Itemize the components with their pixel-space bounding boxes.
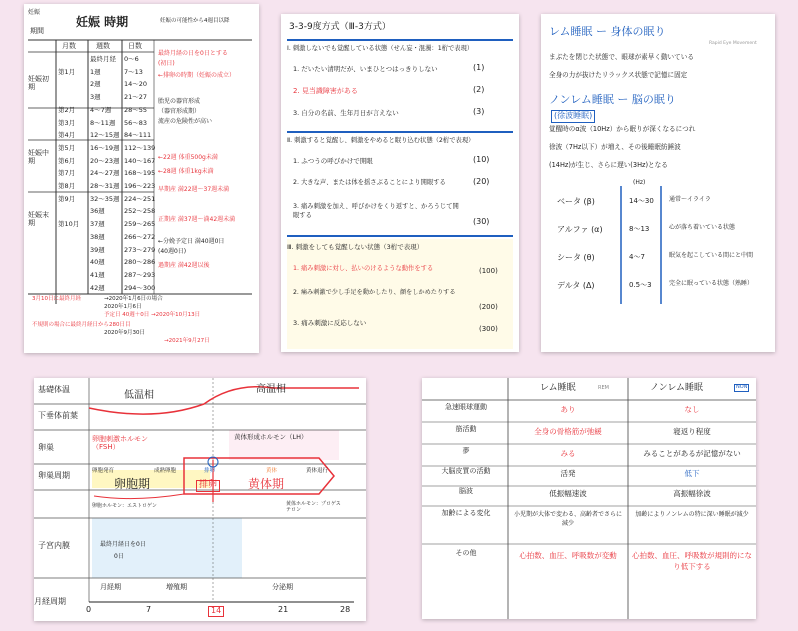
row-week: 28〜31週 bbox=[90, 182, 120, 190]
card-sleep-waves bbox=[541, 14, 775, 352]
wave-table-lines bbox=[541, 14, 775, 352]
jcs-section-1-heading: Ⅰ. 刺激しないでも覚醒している状態（せん妄・混濁：1桁で表現） bbox=[287, 45, 474, 52]
pregnancy-row bbox=[58, 219, 154, 232]
row-week: 24〜27週 bbox=[90, 169, 120, 178]
compare-row-nrem: 心拍数、血圧、呼吸数が規則的になり低下する bbox=[632, 551, 752, 572]
wave-state: 心が落ち着いている状態 bbox=[669, 224, 736, 231]
row-month: 第3月 bbox=[58, 118, 76, 127]
compare-row-label: 筋活動 bbox=[455, 425, 477, 433]
compare-col-nrem-badge: NON bbox=[736, 384, 748, 390]
wave-state: 通常〜イライラ bbox=[669, 196, 711, 203]
period-header: 期間 bbox=[30, 27, 44, 35]
row-month: 第6月 bbox=[58, 156, 76, 165]
compare-row-rem: 活発 bbox=[560, 469, 576, 478]
jcs-3-1-score: (100) bbox=[479, 267, 498, 275]
row-week: 40週 bbox=[90, 258, 105, 267]
label-ovarian-cycle: 卵巣周期 bbox=[38, 471, 70, 480]
row-days: 84〜111 bbox=[124, 131, 152, 140]
row-week: 32〜35週 bbox=[90, 194, 120, 203]
compare-row-rem: 全身の骨格筋が弛緩 bbox=[534, 427, 602, 436]
pregnancy-note: ←分娩予定日 満40週0日 bbox=[158, 238, 225, 245]
pregnancy-row bbox=[58, 257, 154, 270]
wave-hz: 8〜13 bbox=[629, 225, 650, 233]
label-endometrium: 子宮内膜 bbox=[38, 541, 70, 550]
tick-14: 14 bbox=[208, 606, 224, 617]
pregnancy-row bbox=[58, 181, 154, 194]
jcs-3-3: 3. 痛み刺激に反応しない bbox=[293, 319, 367, 327]
jcs-2-2-score: (20) bbox=[473, 177, 490, 186]
pregnancy-row bbox=[58, 194, 154, 207]
col-days: 日数 bbox=[128, 42, 142, 50]
row-month: 第8月 bbox=[58, 182, 76, 190]
footer-line-4: 予定日 40週＋0日 →2020年10月13日 bbox=[104, 312, 201, 318]
row-week: 41週 bbox=[90, 270, 105, 279]
compare-row-label: 夢 bbox=[462, 447, 470, 455]
row-week: 20〜23週 bbox=[90, 156, 120, 165]
compare-row-nrem: 加齢によりノンレムの特に深い睡眠が減少 bbox=[635, 511, 749, 518]
compare-row-label: 加齢による変化 bbox=[441, 509, 491, 517]
compare-row-nrem: みることがあるが記憶がない bbox=[643, 449, 741, 458]
tick-28: 28 bbox=[340, 605, 351, 614]
row-week: 12〜15週 bbox=[90, 131, 120, 140]
jcs-2-2: 2. 大きな声、または体を揺さぶることにより開眼する bbox=[293, 179, 446, 186]
ovulation-label: 排卵 bbox=[196, 480, 220, 492]
jcs-2-1: 1. ふつうの呼びかけで開眼 bbox=[293, 157, 373, 165]
ovary-note-3: 排卵 bbox=[204, 468, 216, 474]
compare-col-rem-badge: REM bbox=[598, 385, 609, 391]
row-month: 第4月 bbox=[58, 131, 76, 140]
pregnancy-row bbox=[58, 105, 154, 118]
compare-row-label: 大脳皮質の活動 bbox=[441, 467, 491, 475]
jcs-3-3-score: (300) bbox=[479, 325, 498, 333]
pregnancy-row bbox=[58, 67, 154, 80]
jcs-section-3-heading: Ⅲ. 刺激をしても覚醒しない状態（3桁で表現） bbox=[287, 243, 424, 251]
compare-rows bbox=[422, 378, 756, 619]
label-pituitary: 下垂体前葉 bbox=[38, 411, 78, 420]
jcs-section-2-heading: Ⅱ. 刺激すると覚醒し、刺激をやめると眠り込む状態（2桁で表現） bbox=[287, 137, 475, 144]
pregnancy-row bbox=[58, 245, 154, 258]
compare-row-rem: 低振幅速波 bbox=[549, 489, 587, 498]
pregnancy-note: (初日) bbox=[158, 60, 175, 67]
card-menstrual-cycle bbox=[34, 378, 366, 621]
jcs-title: 3-3-9度方式（Ⅲ-3方式） bbox=[289, 22, 391, 32]
ovary-note-2: 成熟卵胞 bbox=[154, 468, 177, 474]
col-weeks: 週数 bbox=[96, 42, 110, 50]
row-month: 第10月 bbox=[58, 220, 80, 229]
footer-line-5: 不規則の場合に最終月経日から280日目 bbox=[32, 322, 131, 328]
label-ovary: 卵巣 bbox=[38, 443, 54, 452]
jcs-3-1: 1. 痛み刺激に対し、払いのけるような動作をする bbox=[293, 265, 434, 272]
pregnancy-small-label: 妊娠 bbox=[28, 9, 41, 16]
row-week: 39週 bbox=[90, 245, 105, 254]
footer-line-6: 2020年9月30日 bbox=[104, 330, 145, 336]
wave-state: 眠気を起こしている間にと中間 bbox=[669, 252, 754, 259]
compare-row-rem: 心拍数、血圧、呼吸数が変動 bbox=[519, 551, 617, 560]
row-days: 112〜139 bbox=[124, 143, 156, 152]
row-week: 2週 bbox=[90, 80, 101, 89]
phase-high: 高温相 bbox=[256, 384, 286, 395]
compare-row-label: 急速眼球運動 bbox=[445, 403, 487, 411]
jcs-1-3-score: (3) bbox=[473, 107, 485, 116]
row-month: 第9月 bbox=[58, 194, 76, 203]
footer-line-2: →2020年1月6日の場合 bbox=[104, 296, 163, 302]
row-week: 36週 bbox=[90, 207, 105, 216]
row-week: 8〜11週 bbox=[90, 118, 116, 127]
row-days: 168〜195 bbox=[124, 169, 156, 178]
wave-name: デルタ (Δ) bbox=[557, 281, 595, 290]
pregnancy-row bbox=[58, 232, 154, 245]
pregnancy-title: 妊娠 時期 bbox=[76, 15, 129, 29]
wave-state: 完全に眠っている状態（熟睡） bbox=[669, 280, 754, 287]
endometrium-zero: 0日 bbox=[114, 553, 124, 560]
compare-row-nrem: 低下 bbox=[684, 469, 700, 478]
pregnancy-row bbox=[58, 54, 154, 67]
col-months: 月数 bbox=[62, 42, 76, 50]
hormone-fsh: 卵胞刺激ホルモン（FSH） bbox=[92, 435, 148, 451]
hormone-progesterone: 黄体ホルモン：プロゲステロン bbox=[286, 501, 341, 513]
row-week: 37週 bbox=[90, 220, 105, 229]
rem-body-2: 全身の力が抜けたリラックス状態で記憶に固定 bbox=[549, 71, 688, 79]
row-days: 56〜83 bbox=[124, 118, 148, 127]
row-days: 224〜251 bbox=[124, 194, 156, 203]
ovary-note-4: 黄体 bbox=[266, 468, 278, 474]
stage-secretory: 分泌期 bbox=[272, 583, 293, 591]
row-week: 4〜7週 bbox=[90, 105, 112, 114]
row-days: 287〜293 bbox=[124, 270, 156, 279]
follicle-phase: 卵胞期 bbox=[114, 477, 151, 491]
jcs-1-1-score: (1) bbox=[473, 63, 485, 72]
compare-row-rem: みる bbox=[560, 449, 576, 458]
jcs-2-3-score: (30) bbox=[473, 217, 490, 226]
pregnancy-note: ←排卵の時期（妊娠の成立） bbox=[158, 72, 236, 79]
hormone-lh: 黄体形成ホルモン（LH） bbox=[234, 433, 308, 441]
jcs-1-1: 1. だいたい清明だが、いまひとつはっきりしない bbox=[293, 65, 438, 73]
hormone-estrogen: 卵胞ホルモン：エストロゲン bbox=[92, 503, 157, 509]
row-month: 第2月 bbox=[58, 105, 76, 114]
compare-row-nrem: なし bbox=[684, 405, 700, 414]
compare-row-nrem: 寝返り程度 bbox=[673, 427, 711, 436]
compare-row-label: その他 bbox=[455, 549, 477, 557]
pregnancy-note: 胎児の器官形成 bbox=[158, 98, 201, 105]
row-days: 259〜265 bbox=[124, 220, 156, 229]
card-pregnancy-period bbox=[24, 4, 259, 353]
luteal-phase: 黄体期 bbox=[248, 477, 285, 491]
footer-line-7: →2021年9月27日 bbox=[164, 338, 210, 344]
row-week: 42週 bbox=[90, 283, 105, 292]
wave-name: アルファ (α) bbox=[557, 225, 603, 234]
jcs-3-2-score: (200) bbox=[479, 303, 498, 311]
row-days: 7〜13 bbox=[124, 67, 143, 76]
hz-label: (Hz) bbox=[633, 179, 646, 186]
nrem-sub: (徐波睡眠) bbox=[551, 110, 595, 123]
rem-title: レム睡眠 ー 身体の眠り bbox=[549, 25, 666, 38]
pregnancy-note: 早期産 満22週〜37週未満 bbox=[158, 186, 230, 193]
pregnancy-row bbox=[58, 156, 154, 169]
row-days: 252〜258 bbox=[124, 207, 156, 216]
card-sleep-compare bbox=[422, 378, 756, 619]
row-week: 38週 bbox=[90, 232, 105, 241]
row-week: 最終月経 bbox=[90, 55, 116, 63]
wave-name: ベータ (β) bbox=[557, 197, 595, 206]
compare-row-rem: あり bbox=[560, 405, 576, 414]
pregnancy-row bbox=[58, 143, 154, 156]
pregnancy-note: 過期産 満42週以後 bbox=[158, 262, 210, 269]
tick-7: 7 bbox=[146, 605, 152, 614]
row-month: 第1月 bbox=[58, 67, 76, 76]
nrem-title: ノンレム睡眠 ー 脳の眠り bbox=[549, 93, 676, 106]
pregnancy-note: 正期産 満37週〜満42週未満 bbox=[158, 216, 236, 223]
row-month: 第5月 bbox=[58, 143, 76, 152]
row-days: 196〜223 bbox=[124, 182, 156, 190]
jcs-1-3: 3. 自分の名前、生年月日が言えない bbox=[293, 109, 399, 117]
row-days: 140〜167 bbox=[124, 156, 156, 165]
group-late: 妊娠末期 bbox=[28, 211, 49, 227]
nrem-body-3: (14Hz)が生じ、さらに遅い(3Hz)となる bbox=[549, 161, 668, 169]
tick-0: 0 bbox=[86, 605, 92, 614]
pregnancy-row bbox=[58, 118, 154, 131]
rem-body-1: まぶたを閉じた状態で、眼球が素早く動いている bbox=[549, 53, 694, 61]
nrem-body-2: 徐波（7Hz以下）が増え、その後睡眠紡錘波 bbox=[549, 143, 681, 151]
pregnancy-note: ←28週 体重1kg未満 bbox=[158, 168, 214, 175]
pregnancy-note: ←22週 体重500g未満 bbox=[158, 154, 218, 161]
row-days: 0〜6 bbox=[124, 55, 139, 63]
row-days: 28〜55 bbox=[124, 105, 148, 114]
wave-name: シータ (θ) bbox=[557, 253, 595, 262]
tick-21: 21 bbox=[278, 605, 289, 614]
pregnancy-row bbox=[58, 130, 154, 143]
jcs-2-1-score: (10) bbox=[473, 155, 490, 164]
rem-sub: Rapid Eye Movement bbox=[709, 41, 757, 46]
row-week: 1週 bbox=[90, 67, 101, 76]
jcs-1-2: 2. 見当識障害がある bbox=[293, 87, 358, 95]
pregnancy-row bbox=[58, 270, 154, 283]
footer-line-1: 3月10日に最終月経 bbox=[32, 296, 81, 302]
row-days: 14〜20 bbox=[124, 80, 148, 89]
cycle-diagram bbox=[34, 378, 366, 621]
pregnancy-note: 流産の危険性が高い bbox=[158, 118, 213, 125]
compare-col-nrem: ノンレム睡眠 bbox=[650, 383, 704, 393]
footer-line-3: 2020年1月6日 bbox=[104, 304, 142, 310]
stage-menses: 月経期 bbox=[100, 583, 121, 591]
group-early: 妊娠初期 bbox=[28, 75, 49, 91]
jcs-3-2: 2. 痛み刺激で少し手足を動かしたり、顔をしかめたりする bbox=[293, 289, 456, 296]
row-month: 第7月 bbox=[58, 169, 76, 178]
endometrium-note: 最終月経日を0日 bbox=[100, 541, 146, 548]
row-week: 16〜19週 bbox=[90, 143, 120, 152]
group-mid: 妊娠中期 bbox=[28, 149, 49, 165]
wave-hz: 4〜7 bbox=[629, 253, 645, 261]
row-days: 273〜279 bbox=[124, 245, 156, 254]
nrem-body-1: 覚醒時のα波（10Hz）から眠りが深くなるにつれ bbox=[549, 125, 696, 133]
ovary-note-1: 卵胞発育 bbox=[92, 468, 115, 474]
pregnancy-row bbox=[58, 283, 154, 296]
row-days: 280〜286 bbox=[124, 258, 156, 267]
row-days: 21〜27 bbox=[124, 93, 148, 102]
jcs-2-3: 3. 痛み刺激を加え、呼びかけをくり返すと、かろうじて開眼する bbox=[293, 203, 459, 220]
label-basal-temp: 基礎体温 bbox=[38, 385, 70, 394]
pregnancy-note: (40週0日) bbox=[158, 248, 187, 255]
wave-hz: 14〜30 bbox=[629, 197, 654, 205]
row-week: 3週 bbox=[90, 93, 101, 102]
label-menstrual-cycle: 月経周期 bbox=[34, 597, 66, 606]
compare-row-rem: 小児期が大体で変わる、高齢者でさらに減少 bbox=[513, 511, 622, 527]
compare-row-nrem: 高振幅徐波 bbox=[673, 489, 711, 498]
phase-low: 低温相 bbox=[124, 390, 154, 401]
wave-hz: 0.5〜3 bbox=[629, 281, 652, 289]
pregnancy-row bbox=[58, 92, 154, 105]
card-jcs bbox=[281, 14, 519, 352]
jcs-1-2-score: (2) bbox=[473, 85, 485, 94]
pregnancy-note: （器官形成期） bbox=[158, 108, 201, 115]
pregnancy-top-note: 妊娠の可能性から4週目以降 bbox=[160, 18, 230, 24]
row-days: 266〜272 bbox=[124, 232, 156, 241]
ovary-note-5: 黄体退行 bbox=[306, 468, 329, 474]
stage-proliferative: 増殖期 bbox=[166, 583, 187, 591]
row-days: 294〜300 bbox=[124, 283, 156, 292]
compare-col-rem: レム睡眠 bbox=[540, 383, 576, 393]
pregnancy-row bbox=[58, 168, 154, 181]
compare-row-label: 脳波 bbox=[459, 487, 473, 495]
pregnancy-row bbox=[58, 79, 154, 92]
pregnancy-row bbox=[58, 206, 154, 219]
pregnancy-note: 最終月経の日を0日とする bbox=[158, 50, 228, 57]
